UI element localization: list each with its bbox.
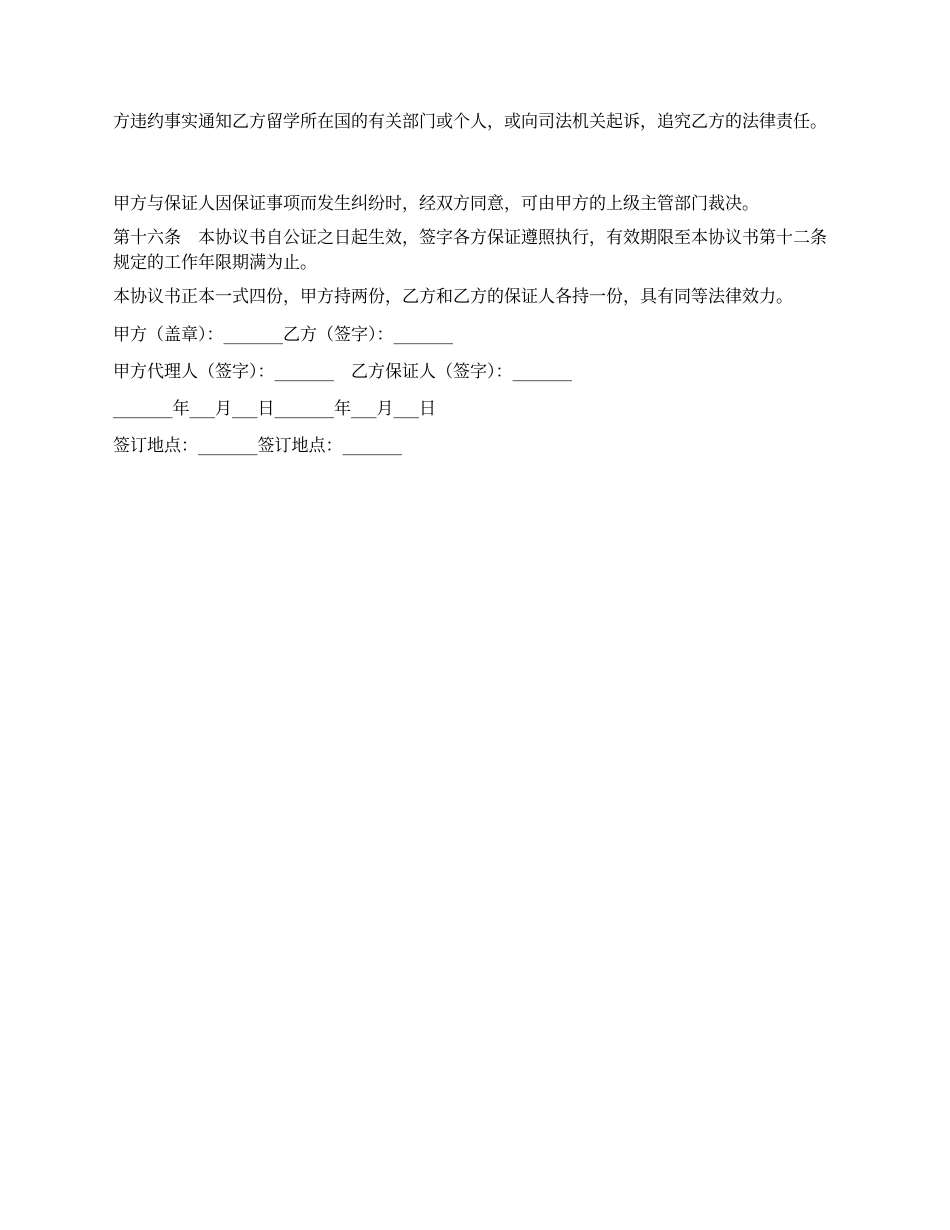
paragraph-breach-notice: 方违约事实通知乙方留学所在国的有关部门或个人，或向司法机关起诉，追究乙方的法律责任。: [113, 112, 827, 132]
document-body: [113, 110, 841, 459]
signature-line-parties: 甲方（盖章）：_______乙方（签字）：_______: [113, 325, 453, 345]
paragraph-copies: 本协议书正本一式四份，甲方持两份，乙方和乙方的保证人各持一份，具有同等法律效力。: [113, 287, 793, 307]
paragraph-dispute-resolution: 甲方与保证人因保证事项而发生纠纷时，经双方同意，可由甲方的上级主管部门裁决。: [113, 194, 759, 214]
paragraph-article-16: 第十六条 本协议书自公证之日起生效，签字各方保证遵照执行，有效期限至本协议书第十二条规定的工作年限期满为止。: [113, 228, 827, 273]
signature-line-agents: 甲方代理人（签字）：_______ 乙方保证人（签字）：_______: [113, 362, 572, 382]
date-line: _______年___月___日_______年___月___日: [113, 399, 436, 419]
signing-location-line: 签订地点：_______签订地点：_______: [113, 436, 402, 456]
